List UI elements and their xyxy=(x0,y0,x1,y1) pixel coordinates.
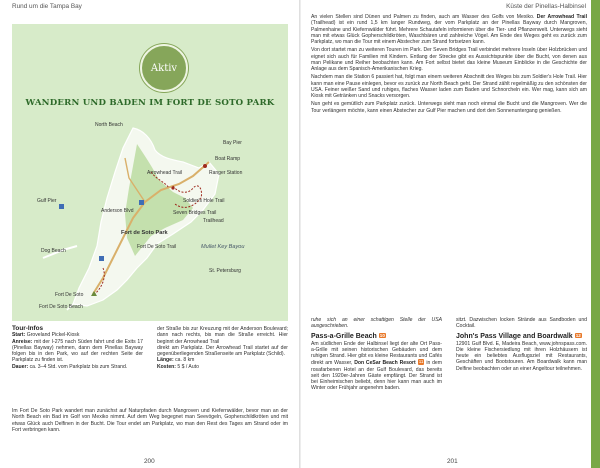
pass-a-grille-column xyxy=(311,317,442,392)
johns-pass-heading: John's Pass Village and Boardwalk 12 xyxy=(456,332,581,340)
johns-pass-column xyxy=(456,317,587,372)
map-ref-badge: 10 xyxy=(379,332,385,338)
tour-details-text: der Straße bis zur Kreuzung mit der Anderson Boulevard; dann nach rechts, bis man die Straße erreicht. Hier beginnt der Arrowhead Trail xyxy=(157,326,288,345)
main-text xyxy=(311,14,587,114)
box-title: WANDERN UND BADEN IM FORT DE SOTO PARK xyxy=(25,98,275,108)
map-label: Anderson Blvd xyxy=(101,208,134,214)
johns-pass-text: 12901 Gulf Blvd. E, Madeira Beach, www.johnspass.com. Die kleine Fischersiedlung mit ihren Holzhäusern ist heute ein beliebtes Ausflugsziel mit Restaurants, Geschäften und Bootstouren. Am Boardwalk kann man Delfine beobachten oder an einer Angeltour teilnehmen. xyxy=(456,340,587,372)
tour-details-column xyxy=(157,326,288,370)
tour-info-column xyxy=(12,326,143,370)
aktiv-box xyxy=(12,24,288,321)
map-label: Gulf Pier xyxy=(37,198,57,204)
aktiv-badge: Aktiv xyxy=(140,44,188,92)
map-ref-badge: 12 xyxy=(575,332,581,338)
park-map-graphic xyxy=(33,118,267,314)
map-label: North Beach xyxy=(95,122,123,128)
para-2: Von dort startet man zu weiteren Touren im Park. Der Seven Bridges Trail verbindet mehrere Inseln über Holzbrücken und eignet sich auch für Familien mit Kindern. Entlang der Strecke gibt es Aussichtspunkte über die Bucht, von denen aus man Pelikane und Reiher beobachten kann. Am Fort selbst bietet das kleine Museum Einblicke in die Geschichte der Anlage aus dem Spanisch-Amerikanischen Krieg. xyxy=(311,47,587,72)
page-number-left: 200 xyxy=(144,458,155,465)
map-label: Fort De Soto Trail xyxy=(137,244,177,250)
map-label: Fort De Soto xyxy=(55,292,84,298)
map-label: Bay Pier xyxy=(223,140,242,146)
running-head-right: Küste der Pinellas-Halbinsel xyxy=(506,3,586,10)
map-trailhead-marker xyxy=(203,164,207,168)
page-number-right: 201 xyxy=(447,458,458,465)
para-3: Nachdem man die Station 6 passiert hat, folgt man einem weiteren Abschnitt des Weges bis zum Soldier's Hole Trail. Hier kann man eine Pause einlegen, bevor es zurück zur North Beach geht. Der Strand zählt regelmäßig zu den schönsten der USA. Feiner weißer Sand und ruhiges, flaches Wasser laden zum Baden und Schnorcheln ein. Wer mag, kann sich am Kiosk mit Getränken und Snacks versorgen. xyxy=(311,74,587,99)
tour-info-kosten: Kosten: 5 $ / Auto xyxy=(157,363,199,370)
tour-info-laenge: Länge: ca. 8 km xyxy=(157,357,195,364)
running-head-left: Rund um die Tampa Bay xyxy=(12,3,82,10)
map-label: Dog Beach xyxy=(41,248,66,254)
column-lead: sitzt. Dazwischen locken Strände aus Sandboden und Cocktail. xyxy=(456,317,587,330)
map-label-bayou: Mullet Key Bayou xyxy=(201,244,245,250)
tour-info-dauer: Dauer: ca. 3–4 Std. vom Parkplatz bis zum Strand. xyxy=(12,363,128,370)
map-label: Arrowhead Trail xyxy=(147,170,183,176)
tour-details-text-2: direkt am Parkplatz. Der Arrowhead Trail startet auf der gegenüberliegenden Straßenseite am Parkplatz (Schild). xyxy=(157,344,288,357)
map-parking-icon xyxy=(139,200,144,205)
tour-info-heading: Tour-Infos xyxy=(12,325,44,332)
map-label: Fort De Soto Beach xyxy=(39,304,83,310)
map-label: Seven Bridges Trail xyxy=(173,210,217,216)
pass-a-grille-heading: Pass-a-Grille Beach 10 xyxy=(311,332,385,340)
tour-info-start: Start: Groveland Pickel-Kiosk xyxy=(12,332,80,339)
para-1: An vielen Stellen sind Dünen und Palmen zu finden, auch am Wasser des Golfs von Mexiko. Der Arrowhead Trail (Trailhead) ist ein rund 1,5 km langer Rundweg, der vom Parkplatz an der Pinellas Bayway durch Mangroven, Palmenhaine und Kiefernwälder führt. Mehrere Schautafeln informieren über die Tier- und Pflanzenwelt. Unterwegs sieht man mit etwas Glück Gopherschildkröten, Waschbären und zahlreiche Vögel. Am Ende des Weges geht es zurück zum Parkplatz, wo man die Tour mit einem Abstecher zum Strand fortsetzen kann. xyxy=(311,14,588,45)
column-lead: ruhe sich an einer schattigen Stelle der USA ausgeschrieben. xyxy=(311,317,442,330)
map-ref-badge: 11 xyxy=(418,359,424,365)
tour-summary: Im Fort De Soto Park wandert man zunächst auf Naturpfaden durch Mangroven und Kiefernwälder, bevor man an der North Beach ein Bad im Golf von Mexiko nimmt. Auf dem Weg begegnet man Seevögeln, Gopherschildkröten und mit etwas Glück auch Delfinen in der Bucht. Die Tour endet am Parkplatz, wo man den Rest des Tages am Strand oder im Fort verbringen kann. xyxy=(12,408,288,433)
pass-a-grille-text: Am südlichen Ende der Halbinsel liegt der alte Ort Pass-a-Grille mit seinen historischen Gebäuden und dem ruhigen Strand. Hier gibt es kleine Restaurants und Cafés direkt am Wasser, Don CeSar Beach Resort 11 in dem rosafarbenen Hotel an der Gulf Boulevard, das bereits seit den 1920er-Jahren Gäste empfängt. Der Strand ist bei Einheimischen beliebt, denn hier kann man auch im Winter oder Frühjahr angenehm baden. xyxy=(311,340,443,392)
para-4: Nun geht es gemütlich zum Parkplatz zurück. Unterwegs sieht man noch einmal die Bucht und die Mangroven. Wer die Tour verlängern möchte, kann einen Abstecher zur Gulf Pier machen und dort den Sonnenuntergang genießen. xyxy=(311,101,587,114)
park-map xyxy=(33,118,267,314)
map-label: Ranger Station xyxy=(209,170,243,176)
map-label: St. Petersburg xyxy=(209,268,241,274)
left-page xyxy=(0,0,299,468)
map-label: Boat Ramp xyxy=(215,156,241,162)
map-label: Soldier's Hole Trail xyxy=(183,198,225,204)
map-label-park: Fort de Soto Park xyxy=(121,230,168,236)
map-label: Trailhead xyxy=(203,218,224,224)
chapter-tab xyxy=(591,0,600,468)
tour-info-anreise: Anreise: mit der I-275 nach Süden fahrt und die Exits 17 (Pinellas Bayway) nehmen, dann dem Pinellas Bayway folgen bis in den Park, wo auf der rechten Seite der Parkplatz zu finden ist. xyxy=(12,338,143,364)
right-page xyxy=(301,0,600,468)
